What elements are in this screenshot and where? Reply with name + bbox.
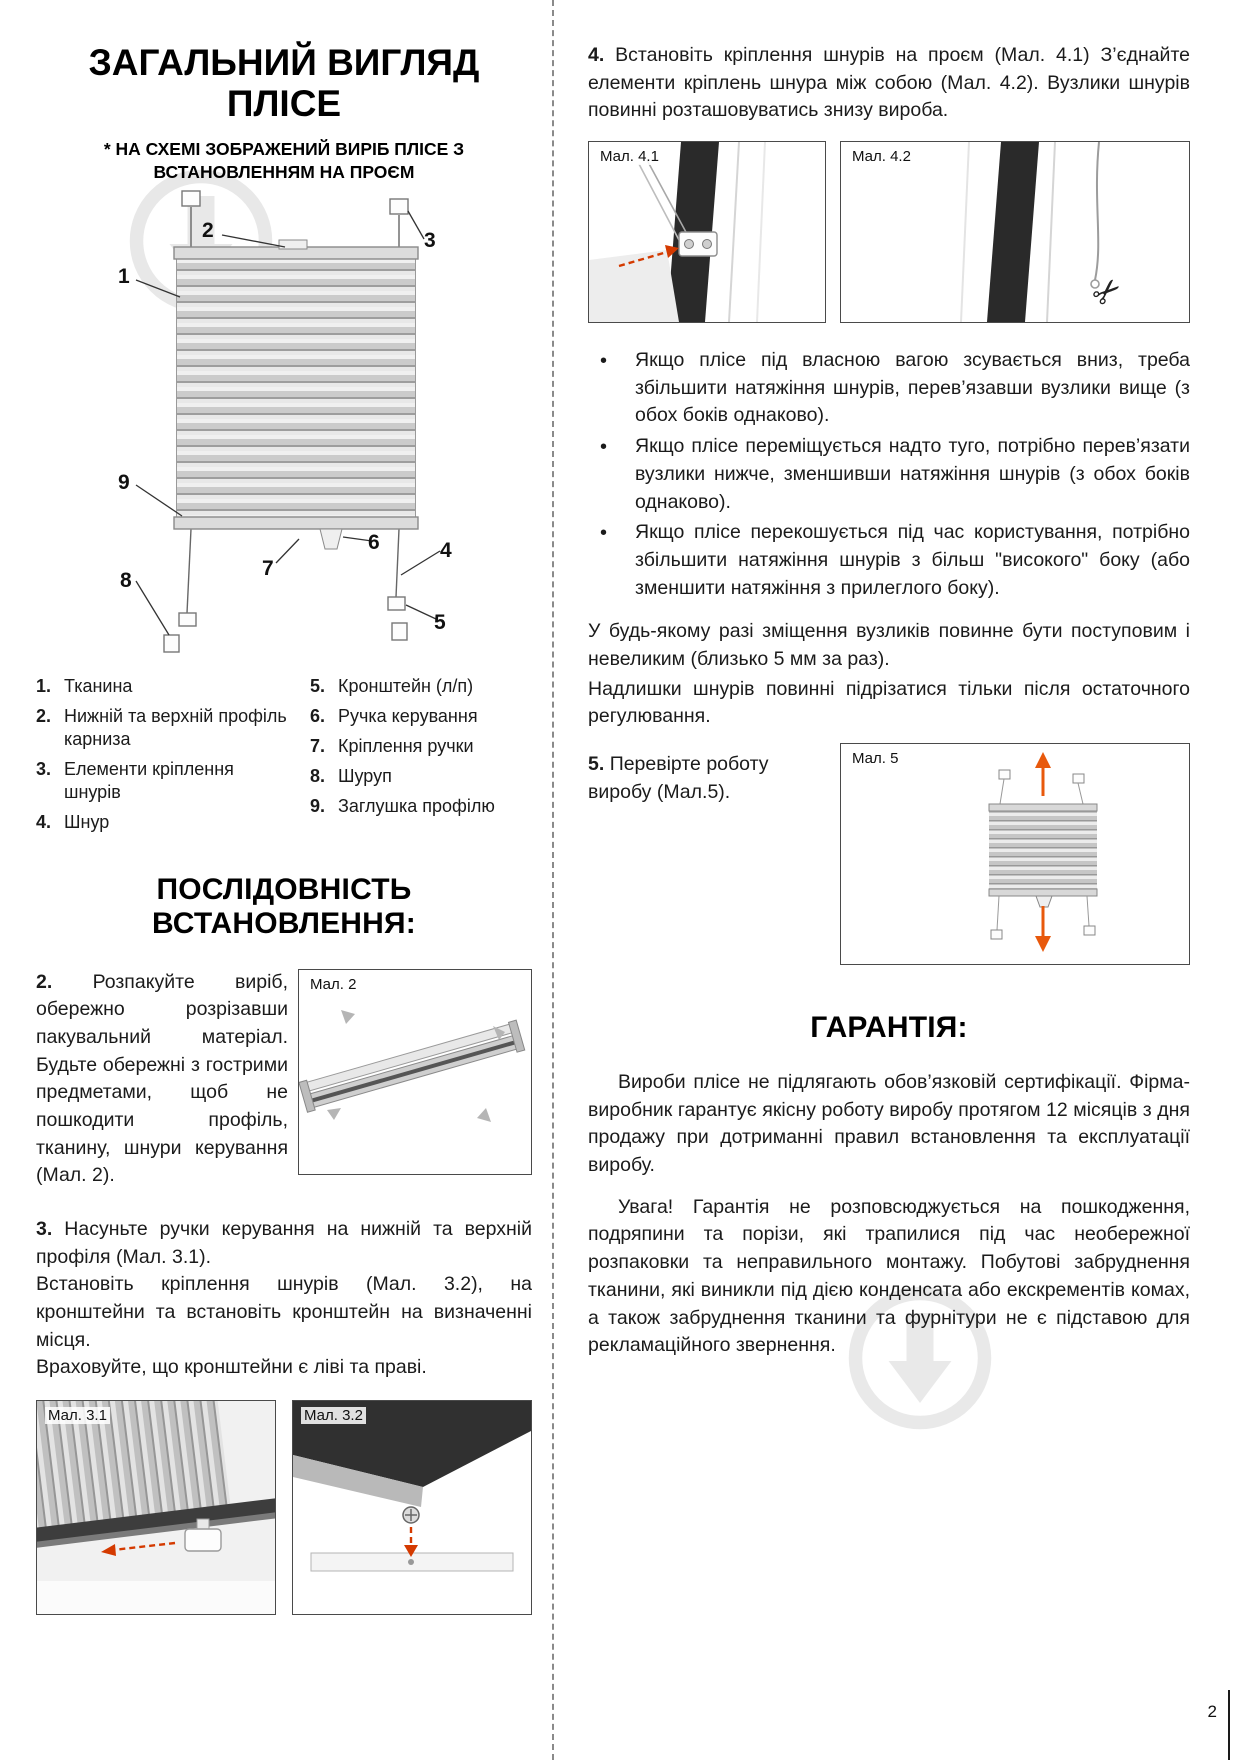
parts-legend bbox=[36, 675, 532, 840]
callout-1: 1 bbox=[118, 265, 130, 289]
legend-item: 8. Шуруп bbox=[310, 765, 392, 786]
list-item: • Якщо плісе переміщується надто туго, потрібно перев’язати вузлики нижче, зменшивши натяжіння шнурів (з обох боків однаково). bbox=[588, 433, 1190, 516]
step-2-text bbox=[36, 969, 288, 1191]
legend-item: 4. Шнур bbox=[36, 811, 110, 832]
list-item: • Якщо плісе перекошується під час користування, потрібно збільшити натяжіння шнурів з більш "високого" боку (або зменшити натяжіння з прилеглого боку). bbox=[588, 519, 1190, 602]
screw-icon bbox=[703, 240, 712, 249]
figure-3-1-label: Мал. 3.1 bbox=[45, 1407, 110, 1424]
figure-4-2-label: Мал. 4.2 bbox=[849, 148, 914, 165]
step-body: Встановіть кріплення шнурів на проєм (Мал. 4.1) З’єднайте елементи кріплень шнура між собою (Мал. 4.2). Вузлики шнурів повинні розташовуватись знизу вироба. bbox=[588, 44, 1191, 122]
step-body: Перевірте роботу виробу (Мал.5). bbox=[588, 753, 769, 803]
page-edge-line bbox=[1228, 1690, 1230, 1760]
step-body: Встановіть кріплення шнурів (Мал. 3.2), на кронштейни та встановіть кронштейн на визначенні місця. bbox=[36, 1273, 532, 1351]
step-5-block bbox=[588, 751, 1190, 965]
callout-leader-lines bbox=[136, 211, 440, 635]
figure-4-1-label: Мал. 4.1 bbox=[597, 148, 662, 165]
figure-2 bbox=[298, 969, 532, 1175]
warranty-paragraph-1: Вироби плісе не підлягають обов’язковій сертифікації. Фірма-виробник гарантує якісну роботу виробу протягом 12 місяців з дня продажу при дотриманні правил встановлення та експлуатації виробу. bbox=[588, 1071, 1190, 1177]
step-number: 4. bbox=[588, 44, 605, 66]
step-number: 5. bbox=[588, 753, 605, 775]
blind-overview-diagram bbox=[36, 185, 532, 663]
step-4-text bbox=[588, 42, 1190, 125]
figure-3-1 bbox=[36, 1400, 276, 1615]
adjustment-notes-list bbox=[588, 347, 1190, 602]
warranty-title: ГАРАНТІЯ: bbox=[810, 1011, 968, 1044]
figure-2-illustration bbox=[299, 970, 531, 1174]
note-paragraph-1: У будь-якому разі зміщення вузликів повинне бути поступовим і невеликим (близько 5 мм за раз). bbox=[588, 620, 1190, 670]
figure-4-1-illustration bbox=[589, 142, 825, 322]
figure-4-2-illustration bbox=[841, 142, 1189, 322]
figure-5 bbox=[840, 743, 1190, 965]
callout-8: 8 bbox=[120, 569, 132, 593]
note-paragraph-2: Надлишки шнурів повинні підрізатися тільки після остаточного регулювання. bbox=[588, 677, 1190, 728]
figure-5-illustration bbox=[841, 744, 1189, 964]
figures-4-row bbox=[588, 141, 1190, 323]
bracket-shapes bbox=[164, 191, 408, 652]
callout-7: 7 bbox=[262, 557, 274, 581]
callout-4: 4 bbox=[440, 539, 452, 563]
column-divider bbox=[552, 0, 554, 1760]
rail-shapes bbox=[174, 247, 418, 529]
list-item: • Якщо плісе під власною вагою зсувається вниз, треба збільшити натяжіння шнурів, перев’язавши вузлики вище (з обох боків однаково). bbox=[588, 347, 1190, 430]
scissors-icon: ✂ bbox=[1084, 268, 1131, 316]
callout-2: 2 bbox=[202, 219, 214, 243]
diagram-lines bbox=[36, 185, 532, 663]
step-number: 2. bbox=[36, 970, 53, 993]
step-number: 3. bbox=[36, 1218, 53, 1241]
page-number: 2 bbox=[1207, 1702, 1217, 1721]
screw-icon bbox=[403, 1507, 419, 1523]
step-5-text bbox=[588, 751, 826, 965]
step-2-block bbox=[36, 969, 532, 1191]
callout-6: 6 bbox=[368, 531, 380, 555]
figures-3-row bbox=[36, 1400, 532, 1615]
legend-item: 7. Кріплення ручки bbox=[310, 736, 474, 757]
callout-3: 3 bbox=[424, 229, 436, 253]
legend-item: 3. Елементи кріплення шнурів bbox=[36, 758, 234, 802]
legend-item: 5. Кронштейн (л/п) bbox=[310, 676, 474, 697]
figure-4-2 bbox=[840, 141, 1190, 323]
callout-5: 5 bbox=[434, 611, 446, 635]
legend-item: 1. Тканина bbox=[36, 676, 133, 697]
legend-column-2 bbox=[310, 675, 532, 840]
figure-3-2 bbox=[292, 1400, 532, 1615]
page-title: ЗАГАЛЬНИЙ ВИГЛЯД ПЛІСЕ bbox=[88, 42, 480, 125]
pleated-fabric bbox=[989, 811, 1097, 889]
figure-5-label: Мал. 5 bbox=[849, 750, 901, 767]
right-column bbox=[588, 42, 1190, 1360]
left-column bbox=[36, 42, 532, 1615]
figure-3-1-illustration bbox=[37, 1401, 275, 1614]
screw-icon bbox=[685, 240, 694, 249]
section-title-installation: ПОСЛІДОВНІСТЬ ВСТАНОВЛЕННЯ: bbox=[151, 872, 416, 940]
warranty-paragraph-2: Увага! Гарантія не розповсюджується на пошкодження, подряпини та порізи, які трапилися під час необережної розпаковки та неправильного монтажу. Побутові забруднення тканини, які виникли під дією конденсата або екскрементів комах, а також забруднення тканини та фурнітури не є підставою для рекламаційного звернення. bbox=[588, 1195, 1190, 1357]
figure-3-2-illustration bbox=[293, 1401, 531, 1614]
figure-2-label: Мал. 2 bbox=[307, 976, 359, 993]
step-body: Насуньте ручки керування на нижній та верхній профіля (Мал. 3.1). bbox=[36, 1218, 532, 1268]
cord-clip bbox=[279, 240, 307, 249]
step-body: Розпакуйте виріб, обережно розрізавши пакувальний матеріал. Будьте обережні з гострими предметами, щоб не пошкодити профіль, тканину, шнури керування (Мал. 2). bbox=[36, 970, 288, 1187]
legend-column-1 bbox=[36, 675, 294, 840]
callout-9: 9 bbox=[118, 471, 130, 495]
legend-item: 2. Нижній та верхній профіль карниза bbox=[36, 706, 287, 750]
legend-item: 6. Ручка керування bbox=[310, 706, 478, 727]
step-3-text bbox=[36, 1216, 532, 1382]
step-body: Враховуйте, що кронштейни є ліві та праві. bbox=[36, 1356, 427, 1379]
figure-4-1 bbox=[588, 141, 826, 323]
control-handle bbox=[320, 529, 342, 549]
page-subtitle: * НА СХЕМІ ЗОБРАЖЕНИЙ ВИРІБ ПЛІСЕ З ВСТАНОВЛЕННЯМ НА ПРОЄМ bbox=[103, 138, 465, 182]
handle-shape bbox=[185, 1529, 221, 1551]
figure-3-2-label: Мал. 3.2 bbox=[301, 1407, 366, 1424]
legend-item: 9. Заглушка профілю bbox=[310, 795, 495, 816]
